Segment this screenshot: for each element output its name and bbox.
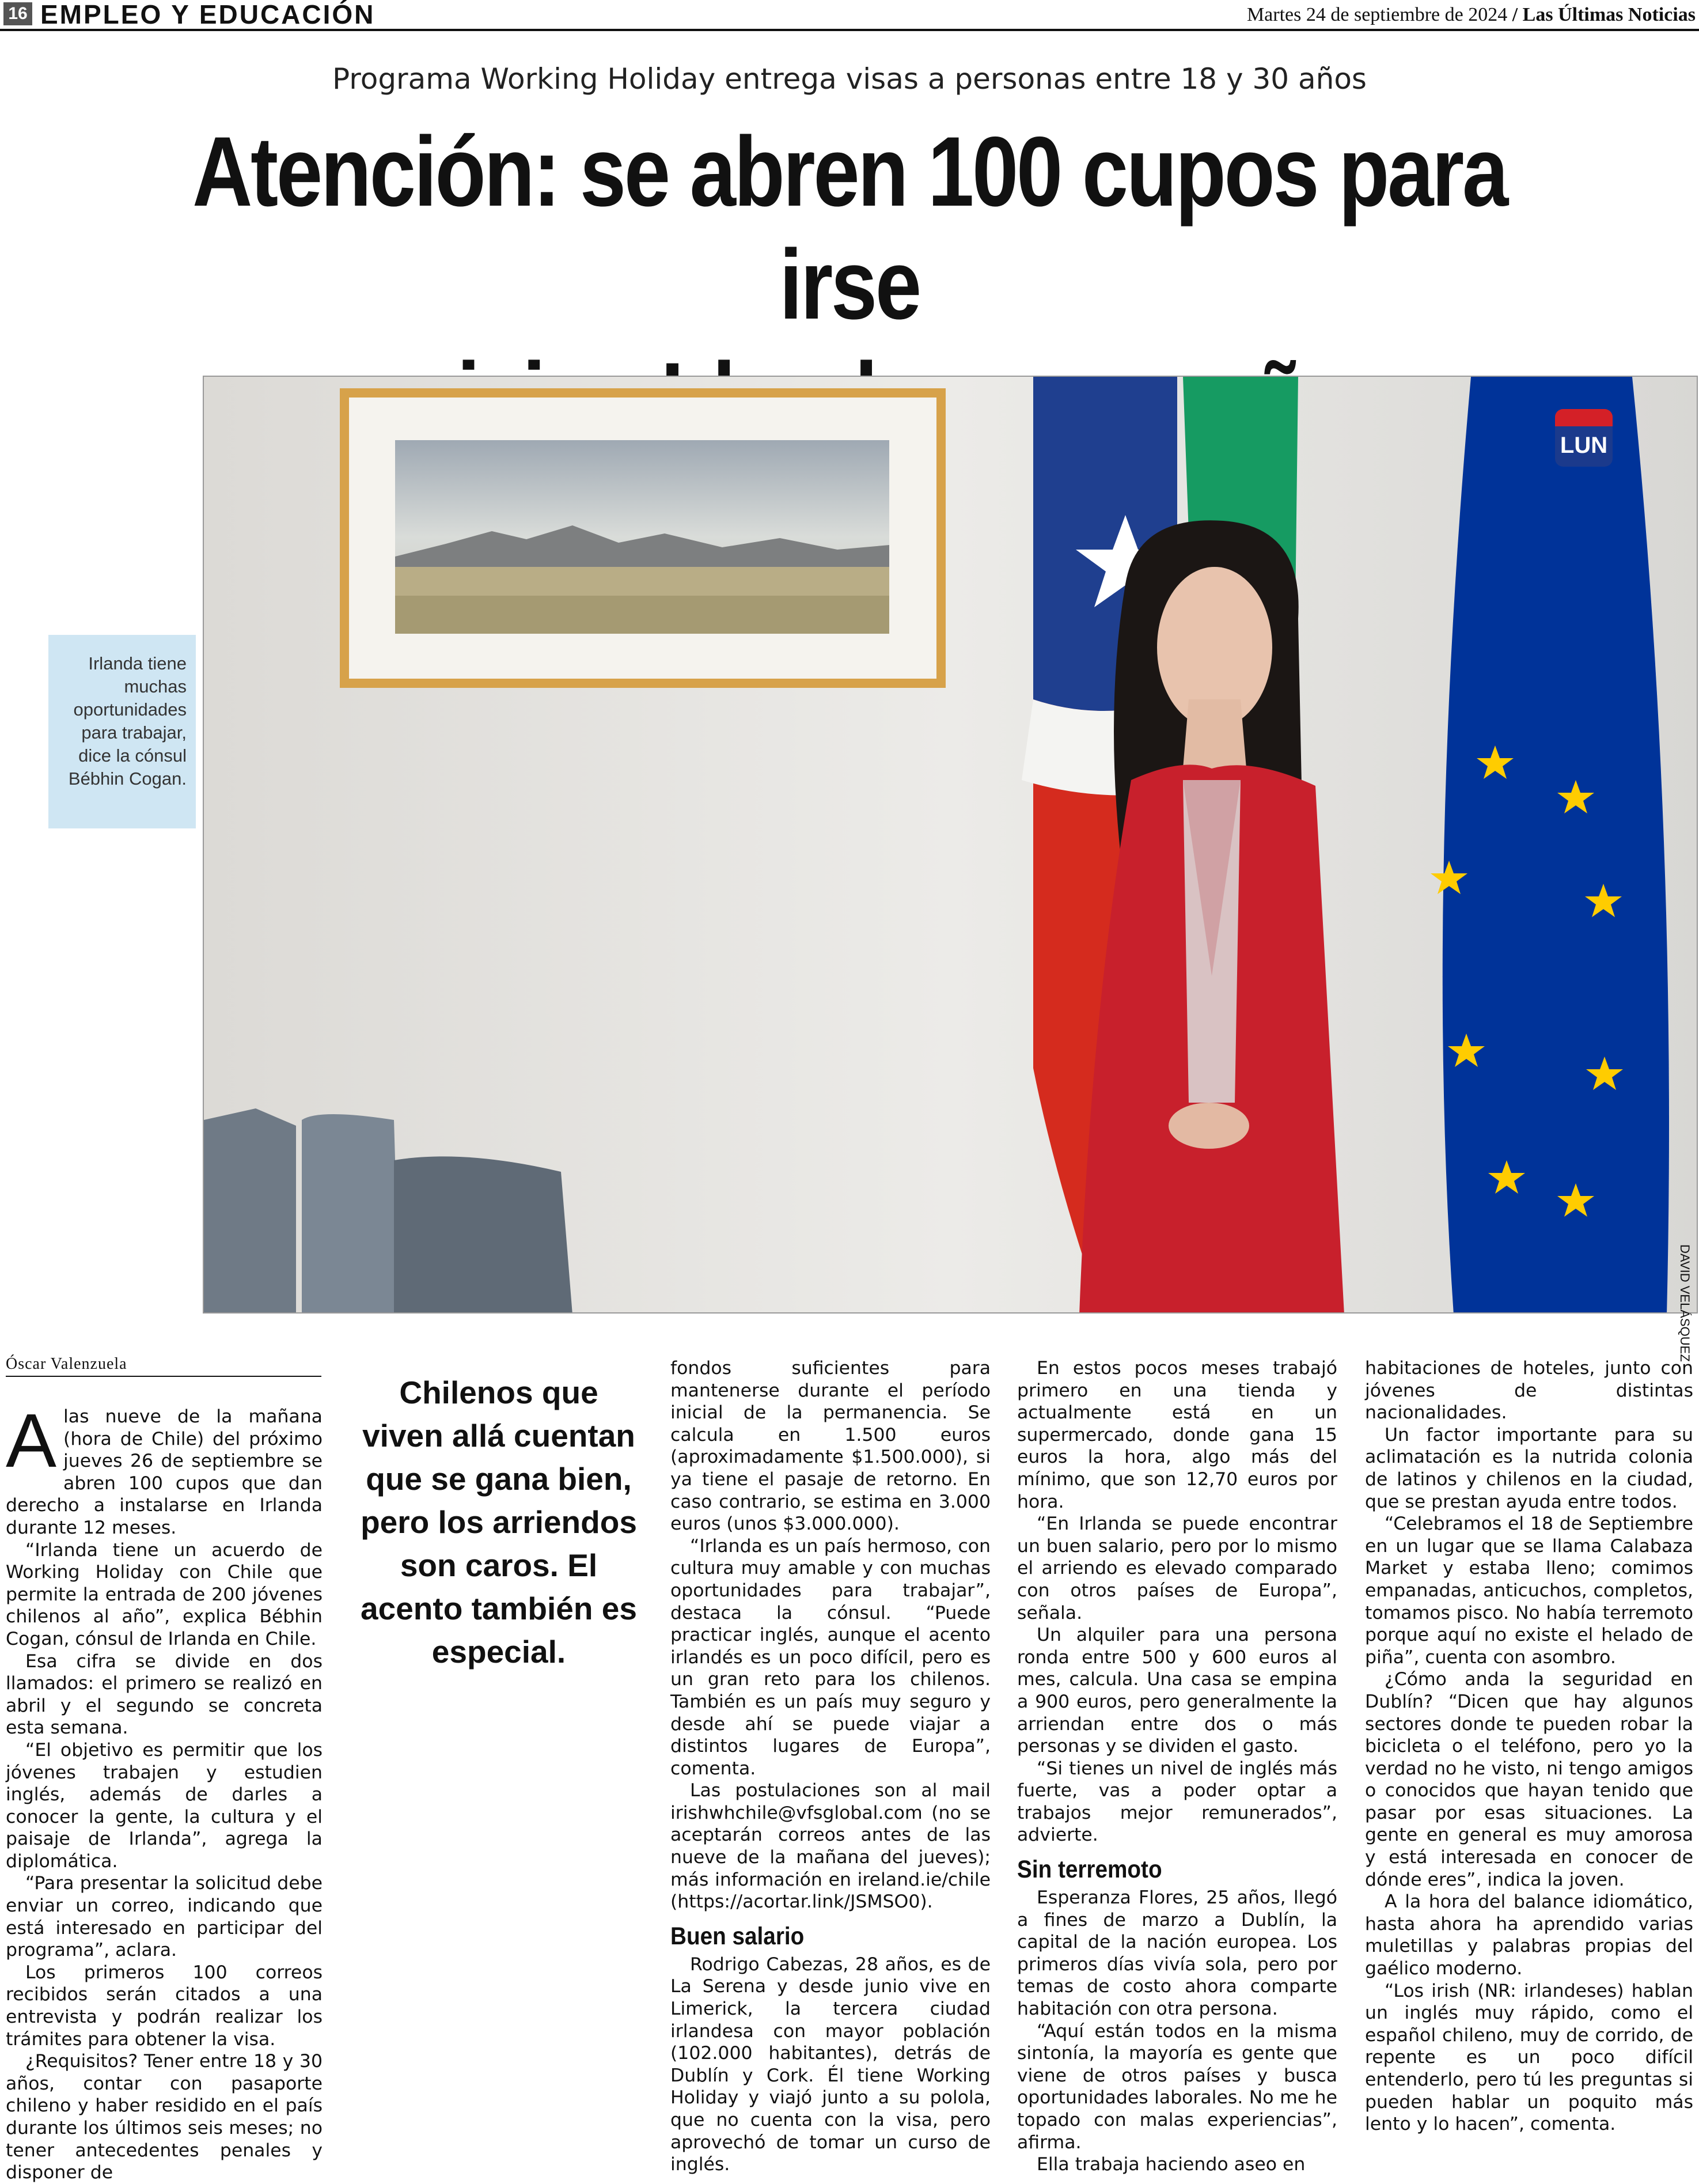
paragraph: “En Irlanda se puede encontrar un buen salario, pero por lo mismo el arriendo es elevado comparado con otros países de Europa”, señala. <box>1017 1513 1337 1623</box>
photo-illustration <box>204 377 1698 1314</box>
article-column-5 <box>1365 1357 1693 2136</box>
dropcap: A <box>6 1398 57 1483</box>
article-column-3 <box>670 1357 991 2176</box>
paragraph: “Para presentar la solicitud debe enviar un correo, indicando que está interesado en participar del programa”, aclara. <box>6 1873 323 1961</box>
paragraph: “El objetivo es permitir que los jóvenes trabajen y estudien inglés, además de darles a conocer la gente, la cultura y el paisaje de Irlanda”, agrega la diplomática. <box>6 1739 323 1872</box>
paragraph: ¿Requisitos? Tener entre 18 y 30 años, contar con pasaporte chileno y haber residido en el país durante los últimos seis meses; no tener antecedentes penales y disponer de <box>6 2051 323 2183</box>
main-photo <box>203 376 1698 1314</box>
byline: Óscar Valenzuela <box>6 1355 321 1377</box>
paragraph: “Celebramos el 18 de Septiembre en un lugar que se llama Calabaza Market y estaba lleno; comimos empanadas, anticuchos, completos, tomamos pisco. No había terremoto porque aquí no existe el helado de piña”, cuenta con asombro. <box>1365 1513 1693 1668</box>
framed-painting <box>340 388 946 688</box>
paragraph: Las postulaciones son al mail irishwhchile@vfsglobal.com (no se aceptarán correos antes de las nueve de la mañana del jueves); más información en ireland.ie/chile (https://acortar.link/JSMSO0). <box>670 1780 991 1913</box>
lun-logo <box>1555 409 1613 467</box>
paragraph: En estos pocos meses trabajó primero en una tienda y actualmente está en un supermercado, donde gana 15 euros la hora, algo más del mínimo, que son 12,70 euros por hora. <box>1017 1358 1337 1512</box>
lun-logo-text: LUN <box>1560 433 1608 458</box>
subhead-sin-terremoto: Sin terremoto <box>1017 1856 1162 1884</box>
paragraph: Rodrigo Cabezas, 28 años, es de La Serena y desde junio vive en Limerick, la tercera ciudad irlandesa con mayor población (102.000 habitantes), detrás de Dublín y Cork. Él tiene Working Holiday y viajó junto a su polola, que no cuenta con la visa, pero aprovechó de tomar un curso de inglés. <box>670 1954 991 2175</box>
paragraph: “Irlanda es un país hermoso, con cultura muy amable y con muchas oportunidades para trabajar”, destaca la cónsul. “Puede practicar inglés, aunque el acento irlandés es un poco difícil, pero es un gran reto para los chilenos. También es un país muy seguro y desde ahí se puede viajar a distintos lugares de Europa”, comenta. <box>670 1535 991 1779</box>
kicker: Programa Working Holiday entrega visas a personas entre 18 y 30 años <box>332 62 1367 96</box>
section-title: EMPLEO Y EDUCACIÓN <box>40 0 376 29</box>
paragraph: habitaciones de hoteles, junto con jóvenes de distintas nacionalidades. <box>1365 1358 1693 1424</box>
date-line <box>1247 3 1696 27</box>
paragraph: ¿Cómo anda la seguridad en Dublín? “Dicen que hay algunos sectores donde te pueden robar la bicicleta o el teléfono, pero yo la verdad no he visto, ni tengo amigos o conocidos que hayan tenido que pasar por esas situaciones. La gente en general es muy amorosa y está interesada en conocer de dónde eres”, indica la joven. <box>1365 1669 1693 1890</box>
publication-name: Las Últimas Noticias <box>1522 4 1696 25</box>
article-column-1 <box>6 1398 323 2184</box>
paragraph: “Aquí están todos en la misma sintonía, la mayoría es gente que viene de otros países y busca oportunidades laborales. No me he topado con malas experiencias”, afirma. <box>1017 2020 1337 2153</box>
headline-line-1: Atención: se abren 100 cupos para irse <box>192 116 1507 340</box>
paragraph: “Si tienes un nivel de inglés más fuerte, vas a poder optar a trabajos mejor remunerados”, advierte. <box>1017 1758 1337 1846</box>
paragraph: Un factor importante para su aclimatación es la nutrida colonia de latinos y chilenos en la ciudad, que se prestan ayuda entre todos. <box>1365 1424 1693 1512</box>
pull-quote: Chilenos que viven allá cuentan que se gana bien, pero los arriendos son caros. El acento también es especial. <box>361 1375 637 1670</box>
paragraph: “Los irish (NR: irlandeses) hablan un inglés muy rápido, como el español chileno, muy de corrido, de repente es un poco difícil entenderlo, pero tú les preguntas si pueden hablar un poquito más lento y lo hacen”, comenta. <box>1365 1980 1693 2135</box>
paragraph: Alas nueve de la mañana (hora de Chile) del próximo jueves 26 de septiembre se abren 100 cupos que dan derecho a instalarse en Irlanda durante 12 meses. <box>6 1398 323 1538</box>
article-column-4 <box>1017 1357 1337 2176</box>
page-header <box>0 0 1699 31</box>
photo-credit: DAVID VELÁSQUEZ <box>1678 1244 1692 1362</box>
paragraph: Los primeros 100 correos recibidos serán citados a una entrevista y podrán realizar los trámites para obtener la visa. <box>6 1962 323 2050</box>
paragraph: A la hora del balance idiomático, hasta ahora ha aprendido varias muletillas y palabras propias del gaélico moderno. <box>1365 1891 1693 1979</box>
page-number: 16 <box>3 2 32 25</box>
paragraph: Esa cifra se divide en dos llamados: el primero se realizó en abril y el segundo se concreta esta semana. <box>6 1651 323 1739</box>
subhead-buen-salario: Buen salario <box>670 1922 805 1950</box>
photo-caption: Irlanda tiene muchas oportunidades para trabajar, dice la cónsul Bébhin Cogan. <box>48 635 196 828</box>
paragraph: Esperanza Flores, 25 años, llegó a fines de marzo a Dublín, la capital de la nación europea. Los primeros días vivía sola, pero por temas de costo ahora comparte habitación con otra persona. <box>1017 1887 1337 2020</box>
photo-credit-wrap <box>1676 1244 1693 1362</box>
paragraph: Un alquiler para una persona ronda entre 500 y 600 euros al mes, calcula. Una casa se empina a 900 euros, pero generalmente la arriendan entre dos o más personas y se dividen el gasto. <box>1017 1625 1337 1757</box>
issue-date: Martes 24 de septiembre de 2024 <box>1246 4 1508 25</box>
paragraph: fondos suficientes para mantenerse durante el período inicial de la permanencia. Se calcula en 1.500 euros (aproximadamente $1.500.000), si ya tiene el pasaje de retorno. En caso contrario, se estima en 3.000 euros (unos $3.000.000). <box>670 1358 991 1535</box>
paragraph: Ella trabaja haciendo aseo en <box>1037 2154 1306 2175</box>
paragraph: “Irlanda tiene un acuerdo de Working Holiday con Chile que permite la entrada de 200 jóvenes chilenos al año”, explica Bébhin Cogan, cónsul de Irlanda en Chile. <box>6 1539 323 1649</box>
eu-flag <box>1431 377 1669 1314</box>
date-separator: / <box>1512 4 1518 25</box>
